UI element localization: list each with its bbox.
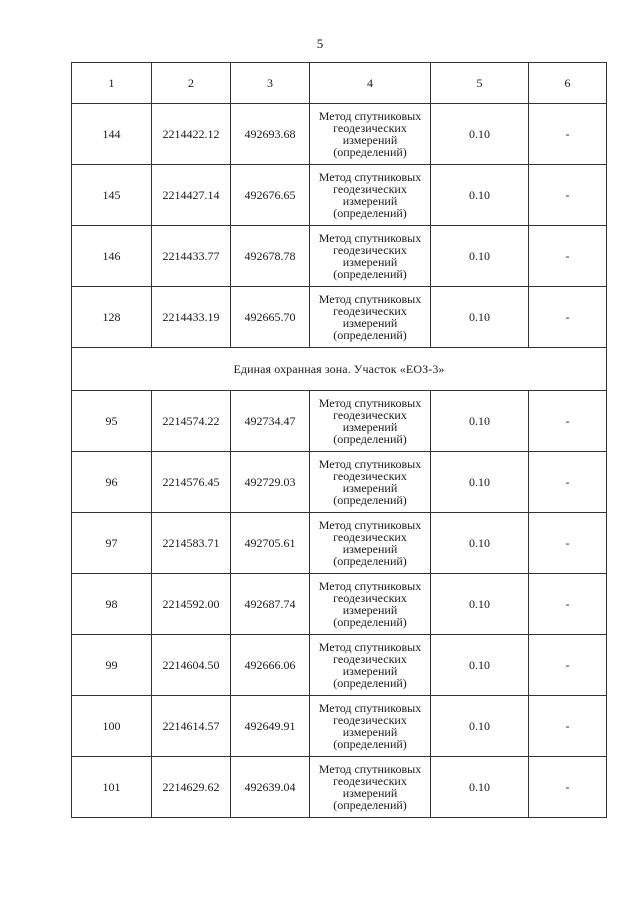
y-coordinate-cell: 492639.04 (231, 757, 310, 818)
point-number-cell: 96 (72, 452, 152, 513)
note-cell: - (529, 513, 607, 574)
method-line: измерений (342, 481, 398, 495)
x-coordinate-cell: 2214427.14 (152, 165, 231, 226)
method-cell (310, 757, 431, 818)
accuracy-cell: 0.10 (431, 226, 529, 287)
method-line: (определений) (333, 267, 407, 281)
method-line: (определений) (333, 554, 407, 568)
method-line: измерений (342, 725, 398, 739)
method-line: геодезических (333, 121, 407, 135)
method-line: (определений) (333, 676, 407, 690)
y-coordinate-cell: 492687.74 (231, 574, 310, 635)
method-line: геодезических (333, 182, 407, 196)
note-cell: - (529, 287, 607, 348)
section-title: Единая охранная зона. Участок «ЕОЗ-3» (72, 348, 607, 391)
point-number-cell: 99 (72, 635, 152, 696)
header-cell-5: 5 (431, 63, 529, 104)
header-cell-2: 2 (152, 63, 231, 104)
accuracy-cell: 0.10 (431, 635, 529, 696)
header-cell-1: 1 (72, 63, 152, 104)
point-number-cell: 97 (72, 513, 152, 574)
x-coordinate-cell: 2214614.57 (152, 696, 231, 757)
method-cell (310, 165, 431, 226)
header-cell-6: 6 (529, 63, 607, 104)
table-row (72, 513, 607, 574)
y-coordinate-cell: 492649.91 (231, 696, 310, 757)
x-coordinate-cell: 2214629.62 (152, 757, 231, 818)
method-line: геодезических (333, 243, 407, 257)
section-row (72, 348, 607, 391)
point-number-cell: 128 (72, 287, 152, 348)
method-line: (определений) (333, 432, 407, 446)
method-line: (определений) (333, 798, 407, 812)
method-line: измерений (342, 542, 398, 556)
page-number: 5 (316, 36, 324, 51)
x-coordinate-cell: 2214433.77 (152, 226, 231, 287)
method-line: Метод спутниковых (318, 231, 422, 245)
note-cell: - (529, 452, 607, 513)
method-cell (310, 226, 431, 287)
table-row (72, 104, 607, 165)
y-coordinate-cell: 492734.47 (231, 391, 310, 452)
x-coordinate-cell: 2214604.50 (152, 635, 231, 696)
note-cell: - (529, 165, 607, 226)
table-header-row (72, 63, 607, 104)
note-cell: - (529, 757, 607, 818)
method-line: геодезических (333, 304, 407, 318)
method-line: (определений) (333, 206, 407, 220)
method-line: Метод спутниковых (318, 292, 422, 306)
method-line: геодезических (333, 530, 407, 544)
x-coordinate-cell: 2214422.12 (152, 104, 231, 165)
y-coordinate-cell: 492678.78 (231, 226, 310, 287)
method-line: (определений) (333, 145, 407, 159)
method-line: Метод спутниковых (318, 701, 422, 715)
method-line: геодезических (333, 591, 407, 605)
method-line: геодезических (333, 652, 407, 666)
note-cell: - (529, 104, 607, 165)
point-number-cell: 146 (72, 226, 152, 287)
x-coordinate-cell: 2214583.71 (152, 513, 231, 574)
method-cell (310, 287, 431, 348)
header-cell-3: 3 (231, 63, 310, 104)
method-cell (310, 391, 431, 452)
method-line: измерений (342, 133, 398, 147)
method-line: Метод спутниковых (318, 170, 422, 184)
accuracy-cell: 0.10 (431, 696, 529, 757)
point-number-cell: 100 (72, 696, 152, 757)
y-coordinate-cell: 492705.61 (231, 513, 310, 574)
accuracy-cell: 0.10 (431, 391, 529, 452)
y-coordinate-cell: 492693.68 (231, 104, 310, 165)
point-number-cell: 145 (72, 165, 152, 226)
method-line: Метод спутниковых (318, 640, 422, 654)
table-row (72, 696, 607, 757)
method-line: Метод спутниковых (318, 762, 422, 776)
point-number-cell: 101 (72, 757, 152, 818)
table-body (72, 63, 607, 818)
note-cell: - (529, 226, 607, 287)
table-row (72, 287, 607, 348)
table-row (72, 452, 607, 513)
method-line: геодезических (333, 469, 407, 483)
point-number-cell: 95 (72, 391, 152, 452)
method-line: измерений (342, 786, 398, 800)
header-cell-4: 4 (310, 63, 431, 104)
table-row (72, 635, 607, 696)
method-line: (определений) (333, 328, 407, 342)
table-row (72, 391, 607, 452)
table-row (72, 226, 607, 287)
method-line: измерений (342, 255, 398, 269)
method-cell (310, 635, 431, 696)
coordinates-table (71, 62, 607, 818)
note-cell: - (529, 635, 607, 696)
accuracy-cell: 0.10 (431, 104, 529, 165)
method-line: измерений (342, 603, 398, 617)
method-line: (определений) (333, 737, 407, 751)
method-line: Метод спутниковых (318, 396, 422, 410)
x-coordinate-cell: 2214576.45 (152, 452, 231, 513)
accuracy-cell: 0.10 (431, 287, 529, 348)
table-row (72, 574, 607, 635)
method-cell (310, 574, 431, 635)
table-row (72, 165, 607, 226)
x-coordinate-cell: 2214433.19 (152, 287, 231, 348)
table-row (72, 757, 607, 818)
method-line: Метод спутниковых (318, 518, 422, 532)
method-line: Метод спутниковых (318, 457, 422, 471)
note-cell: - (529, 574, 607, 635)
method-line: измерений (342, 420, 398, 434)
method-line: геодезических (333, 408, 407, 422)
method-cell (310, 513, 431, 574)
method-line: (определений) (333, 493, 407, 507)
method-cell (310, 104, 431, 165)
method-line: Метод спутниковых (318, 109, 422, 123)
method-cell (310, 696, 431, 757)
note-cell: - (529, 391, 607, 452)
method-cell (310, 452, 431, 513)
method-line: измерений (342, 194, 398, 208)
method-line: геодезических (333, 713, 407, 727)
method-line: Метод спутниковых (318, 579, 422, 593)
point-number-cell: 144 (72, 104, 152, 165)
accuracy-cell: 0.10 (431, 165, 529, 226)
accuracy-cell: 0.10 (431, 452, 529, 513)
y-coordinate-cell: 492665.70 (231, 287, 310, 348)
method-line: (определений) (333, 615, 407, 629)
x-coordinate-cell: 2214574.22 (152, 391, 231, 452)
y-coordinate-cell: 492676.65 (231, 165, 310, 226)
method-line: измерений (342, 664, 398, 678)
x-coordinate-cell: 2214592.00 (152, 574, 231, 635)
method-line: измерений (342, 316, 398, 330)
y-coordinate-cell: 492666.06 (231, 635, 310, 696)
accuracy-cell: 0.10 (431, 574, 529, 635)
y-coordinate-cell: 492729.03 (231, 452, 310, 513)
method-line: геодезических (333, 774, 407, 788)
point-number-cell: 98 (72, 574, 152, 635)
note-cell: - (529, 696, 607, 757)
accuracy-cell: 0.10 (431, 757, 529, 818)
accuracy-cell: 0.10 (431, 513, 529, 574)
